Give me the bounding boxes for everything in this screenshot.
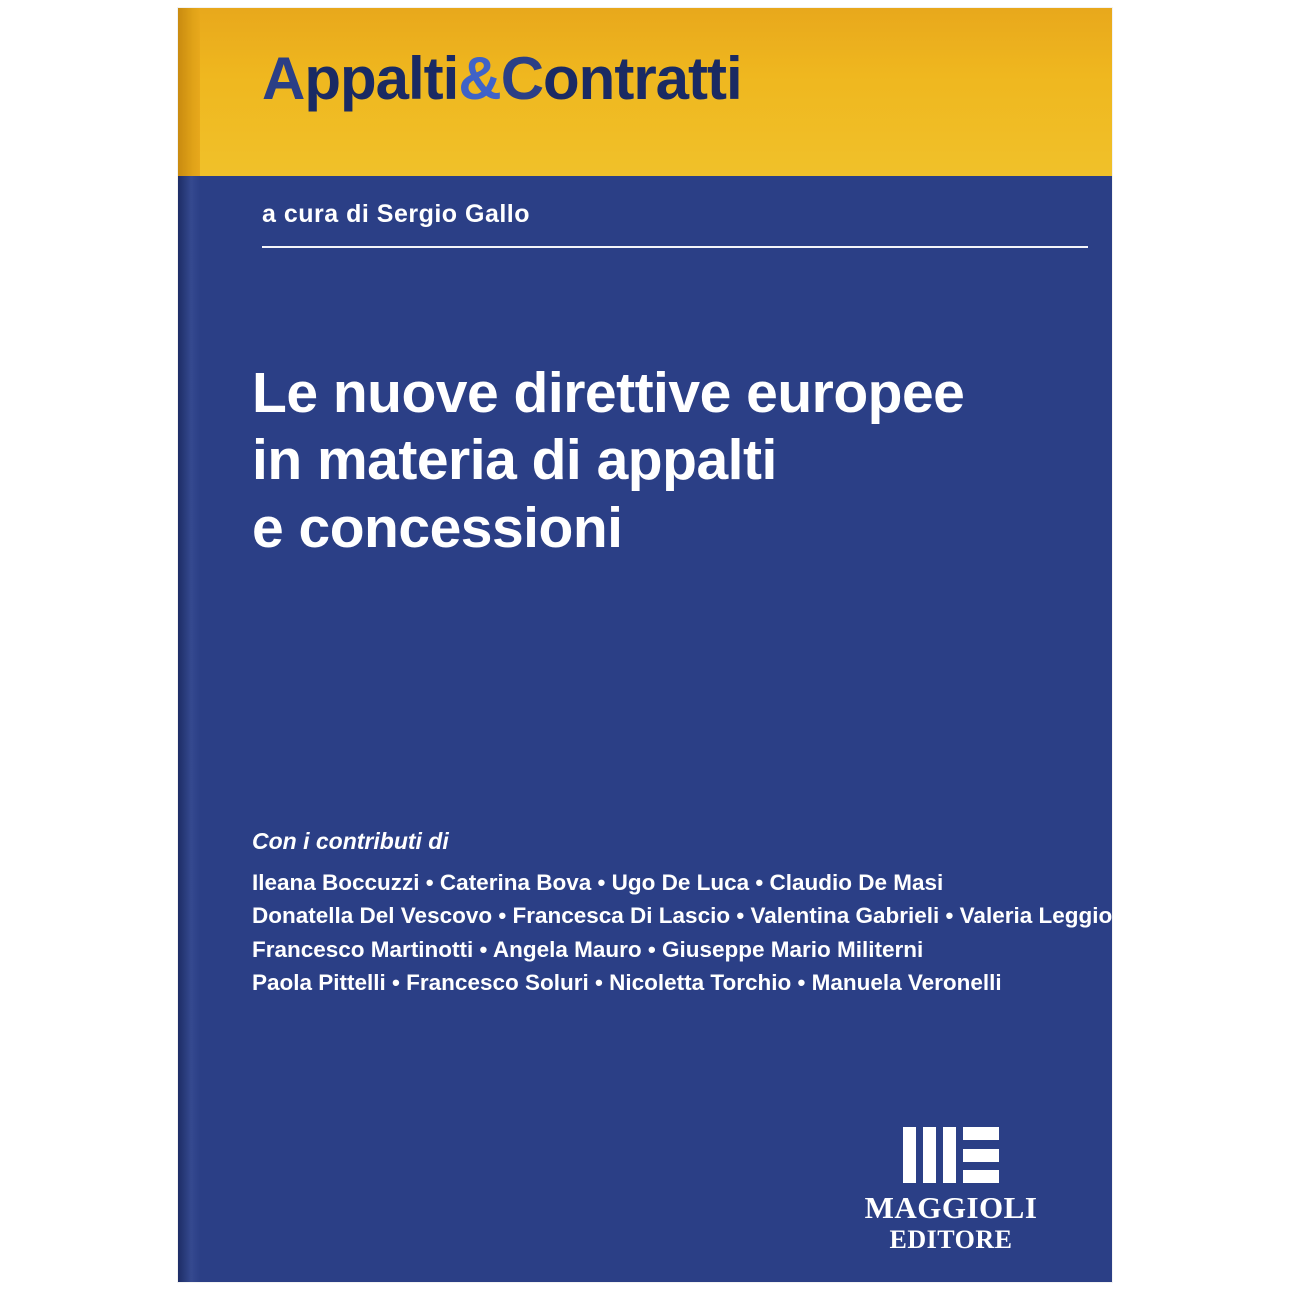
book-spine [178, 8, 200, 1282]
logo-bar-1 [903, 1127, 916, 1183]
editor-credit-text: a cura di Sergio Gallo [262, 200, 531, 228]
series-title [262, 44, 742, 113]
editor-credit [262, 200, 1086, 241]
publisher-block [846, 1119, 1056, 1254]
series-title-c: C [500, 45, 544, 112]
logo-bar-2 [923, 1127, 936, 1183]
series-header-band [178, 8, 1112, 176]
contributors-line-3: Francesco Martinotti • Angela Mauro • Giuseppe Mario Militerni [252, 936, 924, 962]
logo-e-bottom [963, 1170, 999, 1183]
series-title-ontratti: ontratti [543, 45, 742, 112]
contributors-block [252, 828, 1112, 999]
contributors-line-1: Ileana Boccuzzi • Caterina Bova • Ugo De Luca • Claudio De Masi [252, 870, 944, 895]
contributors-label: Con i contributi di [252, 828, 449, 854]
contributors-line-4: Paola Pittelli • Francesco Soluri • Nicoletta Torchio • Manuela Veronelli [252, 969, 1002, 995]
header-spine-strip [178, 8, 200, 176]
title-line-2: in materia di appalti [252, 428, 777, 493]
editor-divider [262, 246, 1088, 248]
contributors-line-2: Donatella Del Vescovo • Francesca Di Lascio • Valentina Gabrieli • Valeria Leggio [252, 903, 1112, 929]
book-cover [178, 8, 1112, 1282]
page-title [252, 360, 1082, 562]
series-title-a: A [262, 45, 305, 112]
publisher-name: MAGGIOLI [864, 1190, 1038, 1226]
logo-e-mid [963, 1149, 999, 1162]
logo-e-shape [963, 1127, 999, 1183]
title-line-1: Le nuove direttive europee [252, 361, 965, 425]
maggioli-logo-icon [846, 1119, 1056, 1183]
title-line-3: e concessioni [252, 495, 623, 560]
series-title-ampersand: & [458, 45, 501, 112]
publisher-subtitle: EDITORE [889, 1224, 1013, 1254]
logo-bar-3 [943, 1127, 956, 1183]
logo-e-top [963, 1127, 999, 1140]
series-title-ppalti: ppalti [304, 45, 459, 112]
